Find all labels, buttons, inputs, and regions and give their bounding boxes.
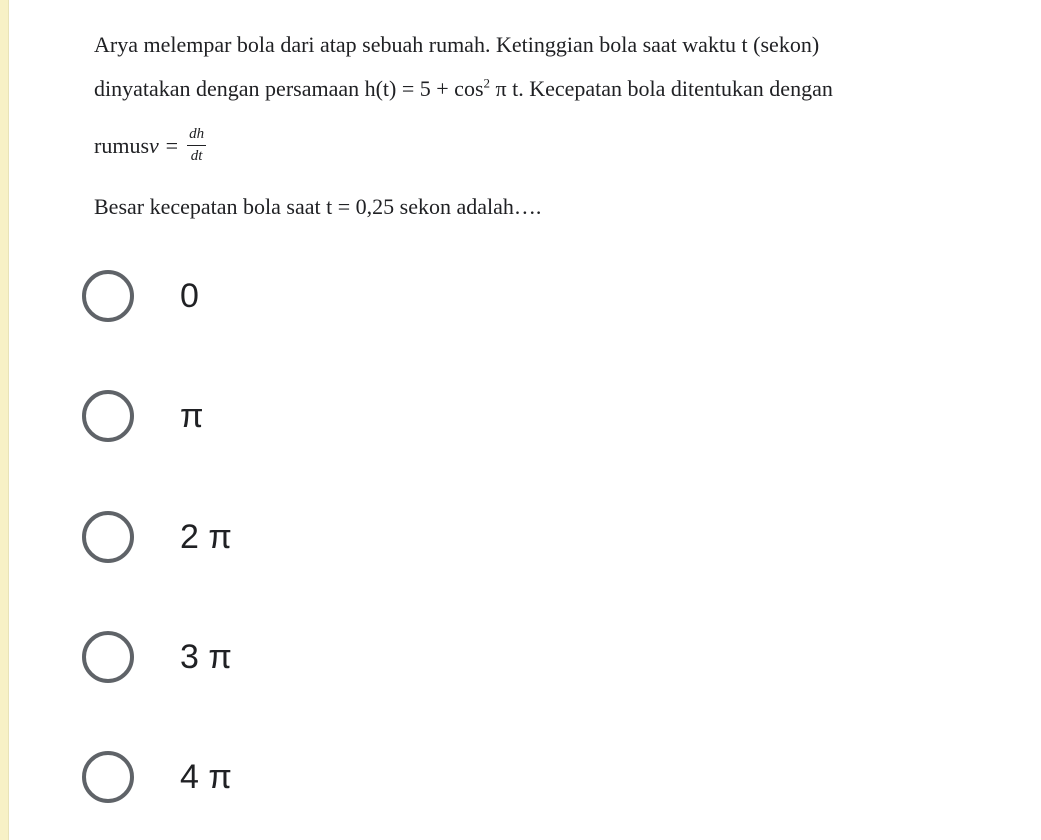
option-4[interactable] [82, 745, 682, 809]
option-1[interactable] [82, 384, 682, 448]
option-label: 3 π [180, 637, 232, 676]
fraction-denominator: dt [190, 148, 203, 164]
option-0[interactable] [82, 264, 682, 328]
option-2[interactable] [82, 505, 682, 569]
radio-button[interactable] [82, 270, 134, 322]
option-label: π [180, 396, 204, 435]
left-accent-strip [0, 0, 8, 840]
question-line-3 [94, 126, 206, 165]
option-label: 0 [180, 276, 199, 315]
option-3[interactable] [82, 625, 682, 689]
radio-button[interactable] [82, 390, 134, 442]
question-line-2 [94, 74, 833, 104]
fraction-numerator: dh [187, 126, 206, 146]
radio-button[interactable] [82, 751, 134, 803]
equation-suffix: π t. Kecepatan bola ditentukan dengan [490, 76, 833, 101]
option-label: 4 π [180, 757, 232, 796]
equation-exponent: 2 [483, 75, 491, 91]
question-line-1: Arya melempar bola dari atap sebuah rumah. Ketinggian bola saat waktu t (sekon) [94, 32, 820, 57]
derivative-fraction [187, 126, 206, 165]
formula-word: rumus [94, 132, 149, 158]
equation-prefix: dinyatakan dengan persamaan h(t) = 5 + cos [94, 76, 484, 101]
radio-button[interactable] [82, 631, 134, 683]
formula-variable: v = [149, 132, 180, 158]
radio-button[interactable] [82, 511, 134, 563]
option-label: 2 π [180, 517, 232, 556]
left-accent-border [8, 0, 9, 840]
question-line-4: Besar kecepatan bola saat t = 0,25 sekon adalah…. [94, 194, 542, 219]
